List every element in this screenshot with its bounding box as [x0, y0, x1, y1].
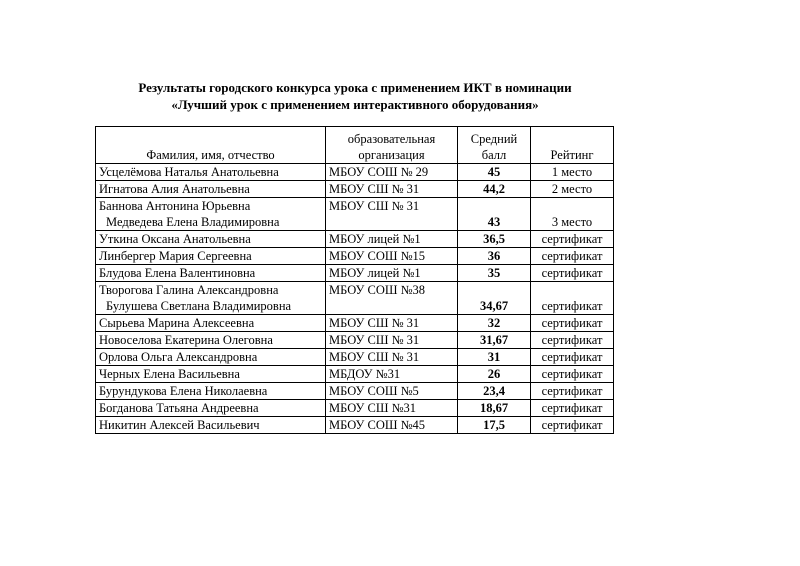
cell-rating: сертификат — [531, 231, 614, 248]
cell-org: МБОУ СШ № 31 — [326, 332, 458, 349]
table-row — [96, 417, 614, 434]
cell-name — [96, 231, 326, 248]
table-row — [96, 198, 614, 231]
cell-name — [96, 349, 326, 366]
participant-name: Усцелёмова Наталья Анатольевна — [99, 165, 279, 179]
cell-name — [96, 383, 326, 400]
table-row — [96, 366, 614, 383]
header-org-line1: образовательная — [347, 132, 436, 146]
cell-score: 31,67 — [458, 332, 531, 349]
cell-score: 45 — [458, 164, 531, 181]
participant-name: Булушева Светлана Владимировна — [106, 299, 292, 313]
cell-rating: сертификат — [531, 248, 614, 265]
cell-score: 31 — [458, 349, 531, 366]
header-rating: Рейтинг — [531, 127, 614, 164]
cell-org: МБОУ СШ № 31 — [326, 198, 458, 231]
header-org-line2: организация — [358, 148, 425, 162]
header-org — [326, 127, 458, 164]
cell-name — [96, 265, 326, 282]
table-row — [96, 349, 614, 366]
cell-score: 17,5 — [458, 417, 531, 434]
cell-name — [96, 198, 326, 231]
cell-org: МБОУ СОШ №45 — [326, 417, 458, 434]
cell-score: 34,67 — [458, 282, 531, 315]
cell-score: 36 — [458, 248, 531, 265]
cell-rating: сертификат — [531, 400, 614, 417]
cell-org: МБОУ СОШ № 29 — [326, 164, 458, 181]
document-title-line1: Результаты городского конкурса урока с применением ИКТ в номинации — [138, 80, 572, 95]
table-row — [96, 282, 614, 315]
cell-score: 36,5 — [458, 231, 531, 248]
participant-name: Линбергер Мария Сергеевна — [99, 249, 252, 263]
header-score-line2: балл — [481, 148, 507, 162]
cell-org: МБОУ СШ №31 — [326, 400, 458, 417]
cell-score: 26 — [458, 366, 531, 383]
cell-org: МБОУ СШ № 31 — [326, 181, 458, 198]
cell-score: 35 — [458, 265, 531, 282]
participant-name: Блудова Елена Валентиновна — [99, 266, 256, 280]
participant-name: Новоселова Екатерина Олеговна — [99, 333, 273, 347]
participant-name: Уткина Оксана Анатольевна — [99, 232, 251, 246]
cell-name — [96, 332, 326, 349]
table-row — [96, 383, 614, 400]
cell-org: МБОУ СОШ №5 — [326, 383, 458, 400]
cell-rating: сертификат — [531, 265, 614, 282]
cell-name — [96, 400, 326, 417]
cell-score: 32 — [458, 315, 531, 332]
participant-name: Баннова Антонина Юрьевна — [99, 199, 251, 213]
table-body — [96, 164, 614, 434]
table-row — [96, 181, 614, 198]
participant-name: Творогова Галина Александровна — [99, 283, 279, 297]
table-row — [96, 248, 614, 265]
cell-rating: сертификат — [531, 315, 614, 332]
results-table — [95, 126, 614, 434]
participant-name: Сырьева Марина Алексеевна — [99, 316, 255, 330]
cell-rating: сертификат — [531, 417, 614, 434]
cell-name — [96, 366, 326, 383]
cell-name — [96, 315, 326, 332]
cell-score: 44,2 — [458, 181, 531, 198]
cell-rating: сертификат — [531, 349, 614, 366]
participant-name: Черных Елена Васильевна — [99, 367, 240, 381]
header-score-line1: Средний — [470, 132, 518, 146]
cell-rating: сертификат — [531, 282, 614, 315]
cell-rating: 2 место — [531, 181, 614, 198]
table-header-row — [96, 127, 614, 164]
cell-rating: 3 место — [531, 198, 614, 231]
cell-rating: 1 место — [531, 164, 614, 181]
table-row — [96, 315, 614, 332]
cell-rating: сертификат — [531, 332, 614, 349]
document-title-line2: «Лучший урок с применением интерактивного оборудования» — [171, 97, 539, 112]
header-name: Фамилия, имя, отчество — [96, 127, 326, 164]
table-row — [96, 400, 614, 417]
cell-score: 43 — [458, 198, 531, 231]
cell-org: МБОУ СОШ №15 — [326, 248, 458, 265]
cell-org: МБОУ СОШ №38 — [326, 282, 458, 315]
participant-name: Медведева Елена Владимировна — [106, 215, 280, 229]
cell-name — [96, 164, 326, 181]
cell-org: МБДОУ №31 — [326, 366, 458, 383]
cell-org: МБОУ СШ № 31 — [326, 349, 458, 366]
participant-name: Орлова Ольга Александровна — [99, 350, 258, 364]
table-row — [96, 265, 614, 282]
table-row — [96, 231, 614, 248]
cell-rating: сертификат — [531, 383, 614, 400]
participant-name: Бурундукова Елена Николаевна — [99, 384, 268, 398]
cell-org: МБОУ лицей №1 — [326, 265, 458, 282]
table-row — [96, 164, 614, 181]
cell-org: МБОУ СШ № 31 — [326, 315, 458, 332]
cell-score: 18,67 — [458, 400, 531, 417]
header-score — [458, 127, 531, 164]
cell-score: 23,4 — [458, 383, 531, 400]
participant-name: Никитин Алексей Васильевич — [99, 418, 260, 432]
table-row — [96, 332, 614, 349]
cell-name — [96, 248, 326, 265]
participant-name: Богданова Татьяна Андреевна — [99, 401, 259, 415]
cell-org: МБОУ лицей №1 — [326, 231, 458, 248]
cell-name — [96, 417, 326, 434]
participant-name: Игнатова Алия Анатольевна — [99, 182, 250, 196]
cell-name — [96, 181, 326, 198]
cell-rating: сертификат — [531, 366, 614, 383]
cell-name — [96, 282, 326, 315]
